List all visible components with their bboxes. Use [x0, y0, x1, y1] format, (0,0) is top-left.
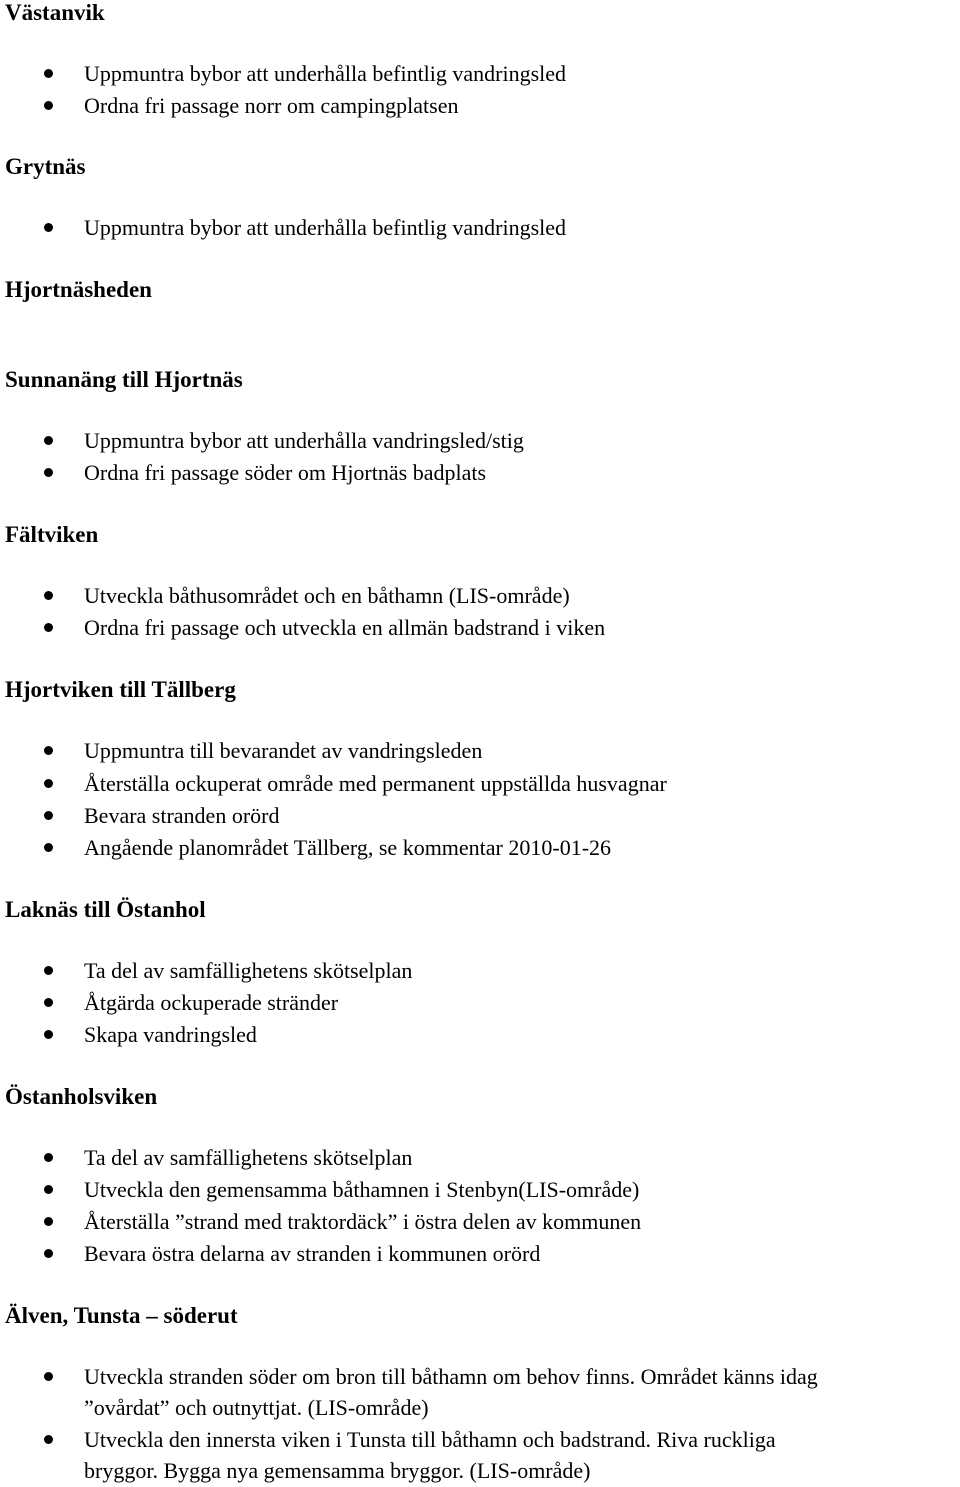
list-item-text: Återställa ockuperat område med permanent uppställda husvagnar [84, 771, 667, 796]
bullet-icon [44, 998, 53, 1007]
list-item-text: Angående planområdet Tällberg, se kommentar 2010-01-26 [84, 835, 612, 860]
list-item-text: Bevara östra delarna av stranden i kommunen orörd [84, 1241, 541, 1266]
list-item-text: Återställa ”strand med traktordäck” i östra delen av kommunen [84, 1209, 642, 1234]
bullet-icon [44, 746, 53, 755]
list-item-text: Ta del av samfällighetens skötselplan [84, 1145, 413, 1170]
list-item-text: Bevara stranden orörd [84, 803, 280, 828]
bullet-icon [44, 591, 53, 600]
bullet-icon [44, 69, 53, 78]
section-heading-hjortviken-till-tallberg: Hjortviken till Tällberg [5, 677, 236, 702]
bullet-icon [44, 436, 53, 445]
list-item-text: bryggor. Bygga nya gemensamma bryggor. (LIS-område) [84, 1458, 591, 1483]
section-heading-alven-tunsta-soderut: Älven, Tunsta – söderut [5, 1303, 238, 1328]
bullet-icon [44, 1185, 53, 1194]
bullet-icon [44, 1217, 53, 1226]
list-item-text: Ordna fri passage söder om Hjortnäs badplats [84, 460, 487, 485]
section-heading-grytnas: Grytnäs [5, 154, 86, 179]
list-item-text: ”ovårdat” och outnyttjat. (LIS-område) [84, 1395, 429, 1420]
section-heading-sunnanang-till-hjortnas: Sunnanäng till Hjortnäs [5, 367, 243, 392]
list-item-text: Utveckla båthusområdet och en båthamn (LIS-område) [84, 583, 570, 608]
list-item-text: Ordna fri passage norr om campingplatsen [84, 93, 459, 118]
bullet-icon [44, 1249, 53, 1258]
list-item-text: Ta del av samfällighetens skötselplan [84, 958, 413, 983]
section-heading-laknas-till-ostanhol: Laknäs till Östanhol [5, 897, 206, 922]
bullet-icon [44, 779, 53, 788]
list-item-text: Ordna fri passage och utveckla en allmän badstrand i viken [84, 615, 606, 640]
list-item-text: Utveckla stranden söder om bron till båthamn om behov finns. Området känns idag [84, 1364, 818, 1389]
section-heading-vastanvik: Västanvik [5, 0, 105, 25]
list-item-text: Åtgärda ockuperade stränder [84, 990, 339, 1015]
bullet-icon [44, 1030, 53, 1039]
bullet-icon [44, 468, 53, 477]
list-item-text: Uppmuntra bybor att underhålla vandringsled/stig [84, 428, 524, 453]
list-item-text: Uppmuntra till bevarandet av vandringsleden [84, 738, 483, 763]
bullet-icon [44, 966, 53, 975]
bullet-icon [44, 223, 53, 232]
bullet-icon [44, 101, 53, 110]
list-item-text: Uppmuntra bybor att underhålla befintlig vandringsled [84, 61, 567, 86]
section-heading-faltviken: Fältviken [5, 522, 99, 547]
list-item-text: Skapa vandringsled [84, 1022, 257, 1047]
list-item-text: Uppmuntra bybor att underhålla befintlig vandringsled [84, 215, 567, 240]
section-heading-hjortnasheden: Hjortnäsheden [5, 277, 152, 302]
list-item-text: Utveckla den innersta viken i Tunsta till båthamn och badstrand. Riva ruckliga [84, 1427, 776, 1452]
bullet-icon [44, 1435, 53, 1444]
bullet-icon [44, 1153, 53, 1162]
section-heading-ostanholsviken: Östanholsviken [5, 1084, 158, 1109]
list-item-text: Utveckla den gemensamma båthamnen i Stenbyn(LIS-område) [84, 1177, 640, 1202]
bullet-icon [44, 1372, 53, 1381]
bullet-icon [44, 843, 53, 852]
bullet-icon [44, 623, 53, 632]
bullet-icon [44, 811, 53, 820]
